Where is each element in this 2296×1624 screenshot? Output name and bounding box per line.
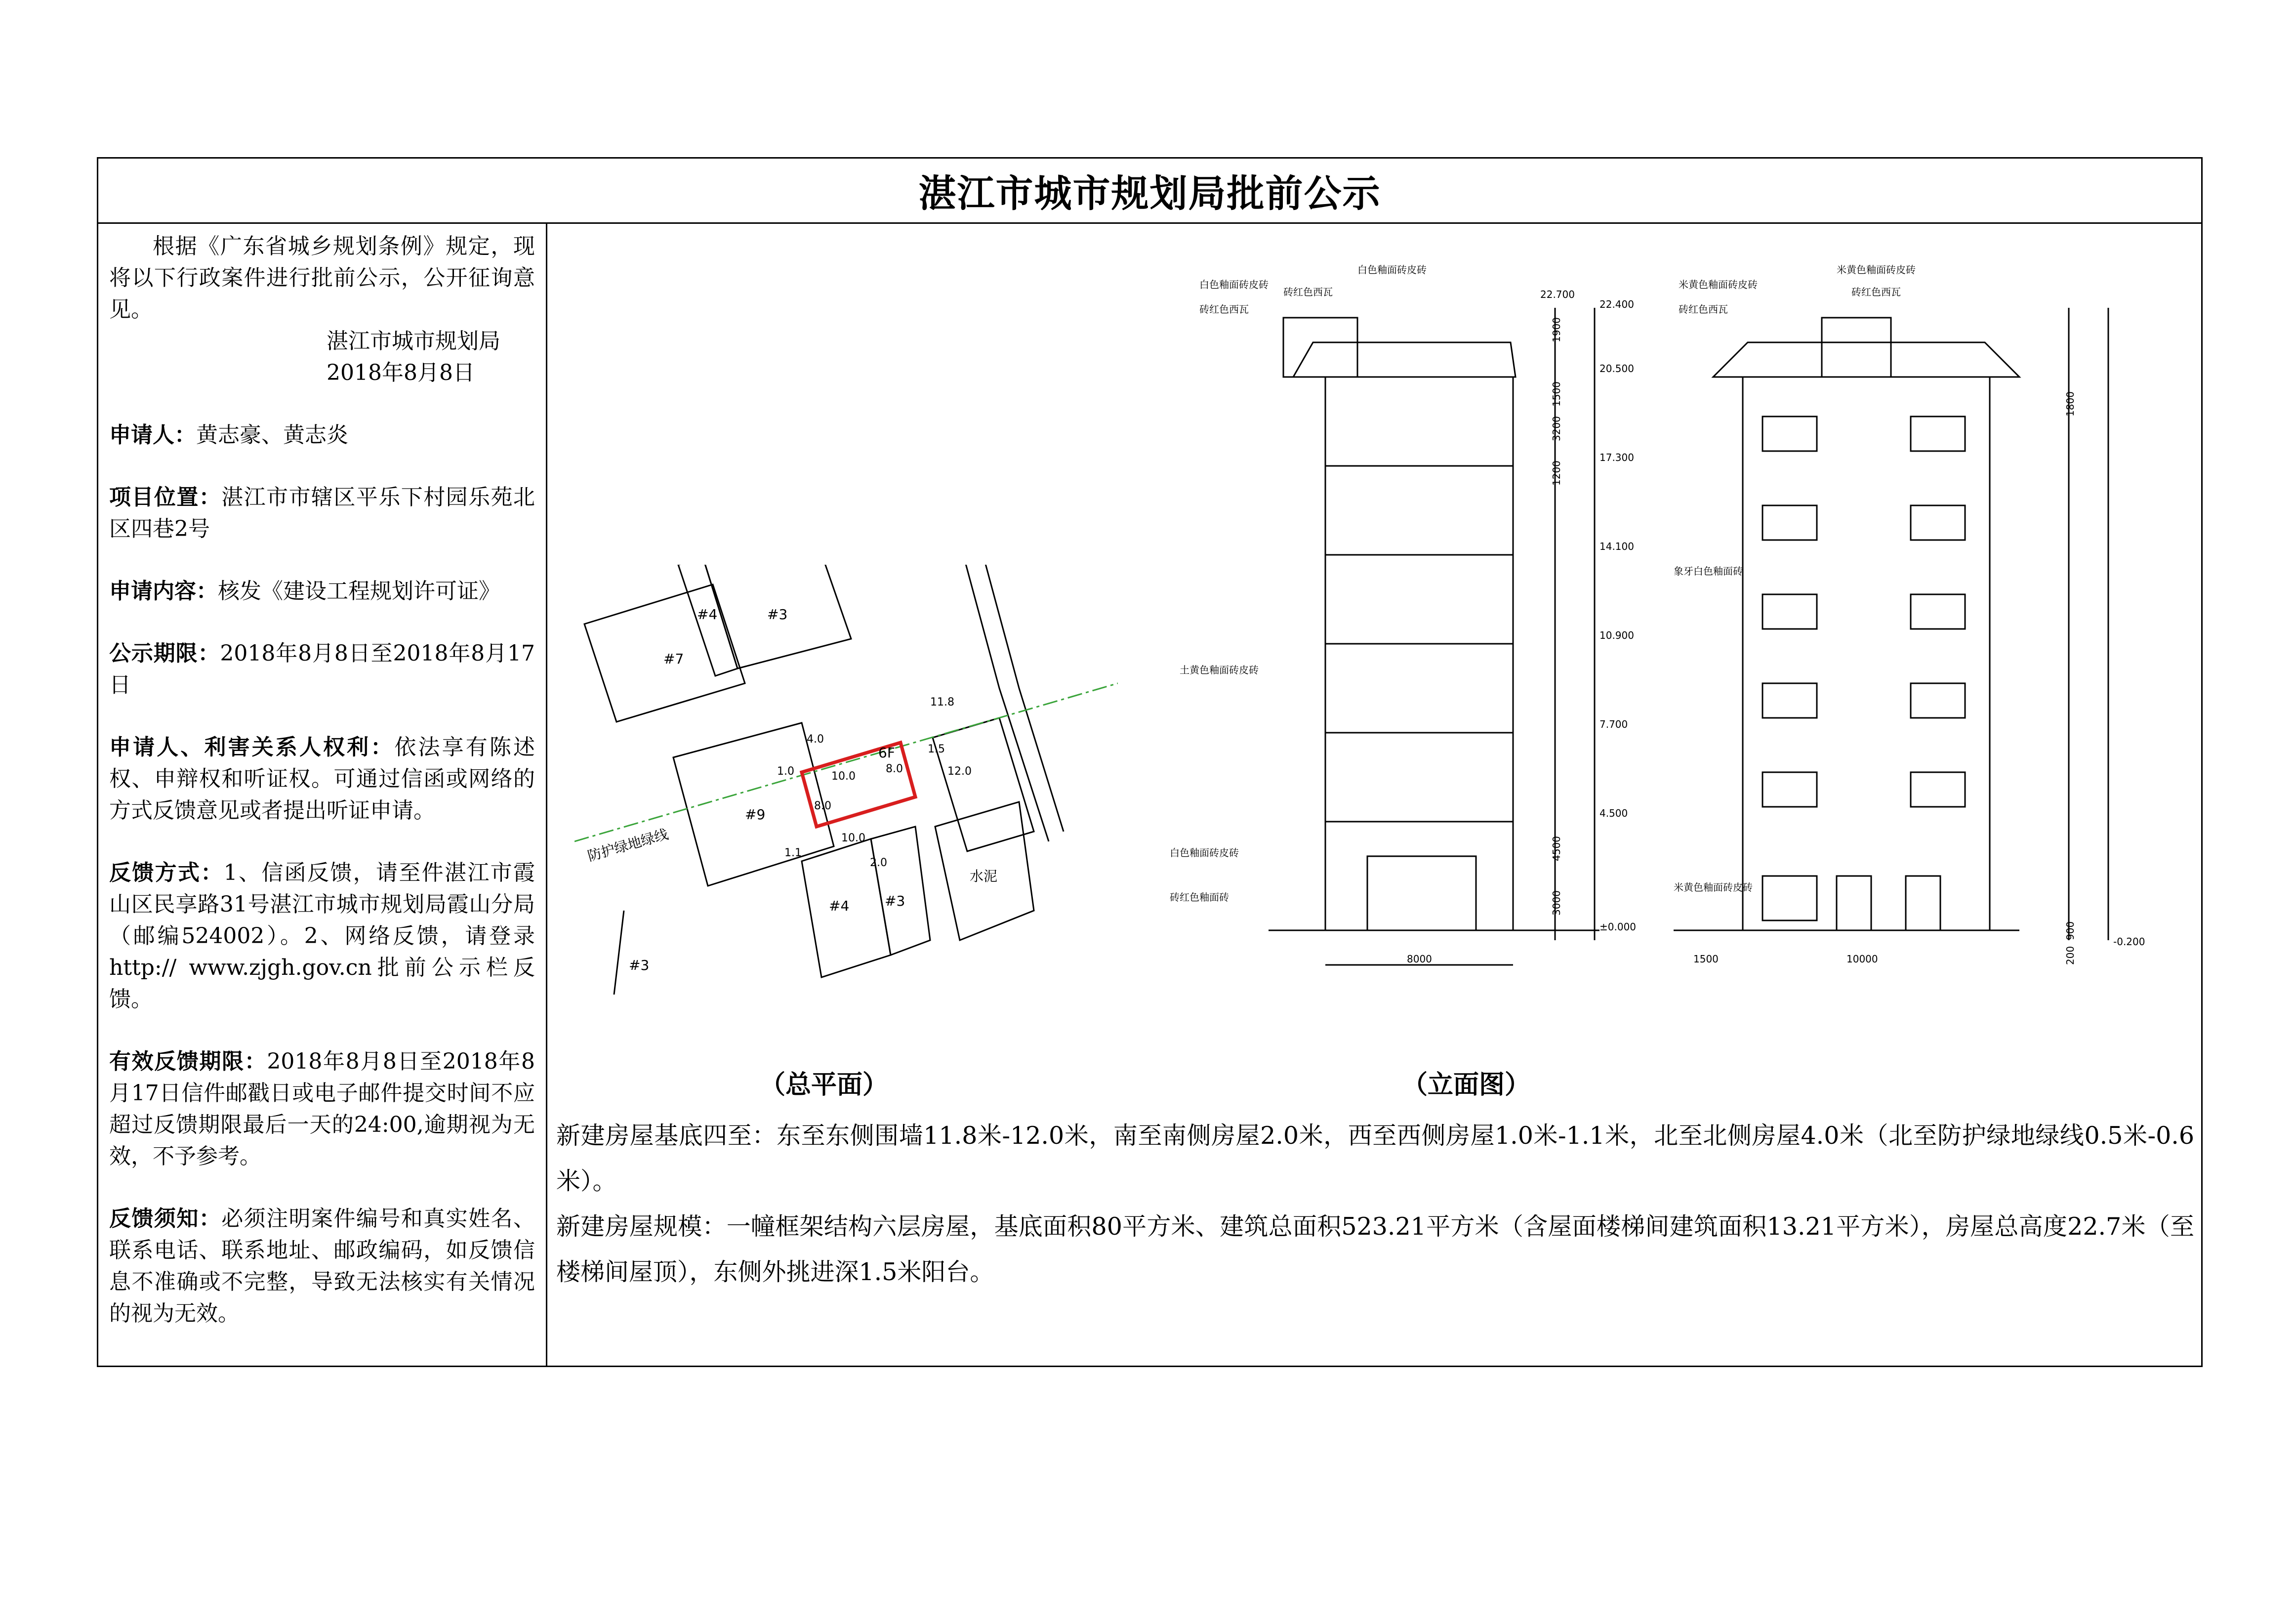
elev-level-6: 10.900 (1599, 629, 1634, 641)
content: 核发《建设工程规划许可证》 (218, 579, 500, 604)
elev-label-5: 土黄色釉面砖皮砖 (1180, 664, 1259, 676)
site-label-3a: #3 (767, 606, 788, 623)
elev-label-12: 象牙白色釉面砖 (1674, 565, 1743, 577)
description-para-1: 新建房屋基底四至：东至东侧围墙11.8米-12.0米，南至南侧房屋2.0米，西至西侧房屋1.0米-1.1米，北至北侧房屋4.0米（北至防护绿地绿线0.5米-0.6米）。 (556, 1122, 2194, 1195)
site-dim-h2: 8.0 (886, 763, 903, 775)
elevation-drawing (1170, 258, 2187, 1019)
elev-dim-1: 1900 (1551, 317, 1562, 342)
site-dim-south: 2.0 (870, 857, 887, 869)
rights-line (109, 732, 535, 827)
site-dim-east: 11.8 (930, 696, 954, 708)
issuer: 湛江市城市规划局 (327, 329, 500, 354)
notice-line (109, 1203, 535, 1330)
site-label-3b: #3 (885, 893, 905, 909)
elev2-dim-2: 900 (2064, 921, 2076, 940)
elev-label-10: 米黄色釉面砖皮砖 (1837, 264, 1916, 276)
site-dim-balcony: 1.5 (928, 743, 945, 755)
elev-level-8: 4.500 (1599, 807, 1628, 819)
site-label-3c: #3 (629, 957, 650, 973)
elev2-dim-3: 200 (2064, 946, 2076, 965)
site-label-floors: 6F (878, 745, 895, 761)
elev1-roof (1293, 342, 1516, 377)
site-plan-caption: （总平面） (760, 1070, 889, 1100)
elev2-level-9: -0.200 (2113, 936, 2145, 948)
elev-label-2: 砖红色西瓦 (1199, 303, 1249, 315)
elev-dim-2: 1500 (1551, 381, 1562, 407)
page-title: 湛江市城市规划局批前公示 (918, 171, 1381, 215)
notice-info-column (98, 224, 547, 1366)
elev-label-7: 砖红色釉面砖 (1170, 891, 1229, 903)
elev-label-1: 白色釉面砖皮砖 (1199, 279, 1269, 291)
elev-label-13: 米黄色釉面砖皮砖 (1674, 881, 1753, 893)
road-edge (950, 565, 1049, 841)
elev-level-1: 22.700 (1540, 289, 1575, 300)
road-edge-2 (970, 565, 1064, 832)
title-row (98, 159, 2201, 224)
elev1-body (1325, 377, 1513, 930)
elev-label-3: 白色釉面砖皮砖 (1357, 264, 1427, 276)
elev-level-5: 14.100 (1599, 541, 1634, 552)
notice-sheet (97, 157, 2203, 1367)
elev-level-7: 7.700 (1599, 718, 1628, 730)
elev2-stair (1822, 318, 1891, 377)
notice-label: 反馈须知： (109, 1206, 222, 1231)
elev-dim-3: 3200 (1551, 416, 1562, 441)
location: 湛江市市辖区平乐下村园乐苑北区四巷2号 (109, 485, 535, 541)
building-lot-3b (871, 827, 930, 955)
site-dim-west: 1.0 (777, 765, 794, 778)
elev2-width-2: 10000 (1846, 953, 1878, 965)
elev-level-2: 22.400 (1599, 298, 1634, 310)
rights-label: 申请人、利害关系人权利： (109, 735, 395, 760)
elev-level-4: 17.300 (1599, 452, 1634, 463)
issue-date: 2018年8月8日 (327, 360, 475, 385)
site-label-yard: 水泥 (970, 868, 998, 884)
feedback-label: 反馈方式： (109, 860, 224, 885)
elev-dim-6: 3000 (1551, 890, 1562, 916)
valid-label: 有效反馈期限： (109, 1049, 267, 1074)
rights: 依法享有陈述权、申辩权和听证权。可通过信函或网络的方式反馈意见或者提出听证申请。 (109, 735, 535, 823)
new-building-outline (802, 743, 915, 827)
feedback: 1、信函反馈，请至件湛江市霞山区民享路31号湛江市城市规划局霞山分局（邮编524002）。2、网络反馈，请登录http:// www.zjgh.gov.cn批前公示栏反馈。 (109, 860, 535, 1012)
period-label: 公示期限： (109, 641, 220, 666)
site-label-4a: #4 (697, 606, 718, 623)
site-label-4b: #4 (829, 898, 850, 914)
location-line (109, 482, 535, 545)
applicant-line (109, 419, 535, 451)
elev-label-6: 白色釉面砖皮砖 (1170, 847, 1239, 859)
elev-label-8: 米黄色釉面砖皮砖 (1679, 279, 1758, 291)
elev-label-11: 砖红色西瓦 (1851, 286, 1901, 298)
elev2-roof (1713, 342, 2019, 377)
elev-label-4: 砖红色西瓦 (1283, 286, 1333, 298)
elevation-caption: （立面图） (1402, 1070, 1531, 1100)
elev-level-3: 20.500 (1599, 363, 1634, 375)
elev1-stair (1283, 318, 1357, 377)
site-dim-w-top: 10.0 (831, 770, 856, 783)
site-dim-w-bot: 10.0 (841, 832, 865, 844)
notice: 必须注明案件编号和真实姓名、联系电话、联系地址、邮政编码，如反馈信息不准确或不完整，导致无法核实有关情况的视为无效。 (109, 1206, 535, 1326)
site-plan-drawing (574, 565, 1118, 995)
content-line (109, 576, 535, 607)
description-para-2: 新建房屋规模：一幢框架结构六层房屋，基底面积80平方米、建筑总面积523.21平方米（含屋面楼梯间建筑面积13.21平方米），房屋总高度22.7米（至楼梯间屋顶），东侧外挑进深1.5米阳台。 (556, 1212, 2194, 1286)
elev2-body (1743, 377, 1990, 930)
elev-label-9: 砖红色西瓦 (1679, 303, 1728, 315)
site-label-9: #9 (745, 806, 766, 823)
site-dim-west2: 1.1 (784, 847, 802, 859)
building-lot-east (933, 718, 1034, 851)
site-label-7: #7 (663, 651, 684, 667)
site-dim-north: 4.0 (807, 733, 824, 746)
valid: 2018年8月8日至2018年8月17日信件邮戳日或电子邮件提交时间不应超过反馈期限最后一天的24:00,逾期视为无效，不予参考。 (109, 1049, 535, 1169)
elev1-garage (1367, 856, 1476, 930)
period: 2018年8月8日至2018年8月17日 (109, 641, 535, 698)
location-label: 项目位置： (109, 485, 222, 510)
description (556, 1113, 2194, 1295)
intro-text: 根据《广东省城乡规划条例》规定，现将以下行政案件进行批前公示，公开征询意见。 (109, 234, 535, 322)
applicant-label: 申请人： (109, 422, 196, 448)
content-label: 申请内容： (109, 579, 218, 604)
elev-dim-4: 1200 (1551, 460, 1562, 486)
elev2-dim-1: 1800 (2064, 391, 2076, 416)
elev-level-9: ±0.000 (1599, 921, 1637, 933)
site-label-greenline: 防护绿地绿线 (585, 826, 670, 865)
lot-line (614, 911, 624, 995)
feedback-line (109, 857, 535, 1015)
site-dim-h: 8.0 (814, 800, 831, 812)
period-line (109, 638, 535, 701)
site-dim-east2: 12.0 (947, 765, 972, 778)
elev-dim-5: 4500 (1551, 836, 1562, 861)
elev2-width-1: 1500 (1693, 953, 1719, 965)
valid-line (109, 1046, 535, 1172)
applicant: 黄志豪、黄志炎 (196, 422, 348, 448)
drawings-column (547, 224, 2201, 1366)
elev-width-1: 8000 (1407, 953, 1432, 965)
